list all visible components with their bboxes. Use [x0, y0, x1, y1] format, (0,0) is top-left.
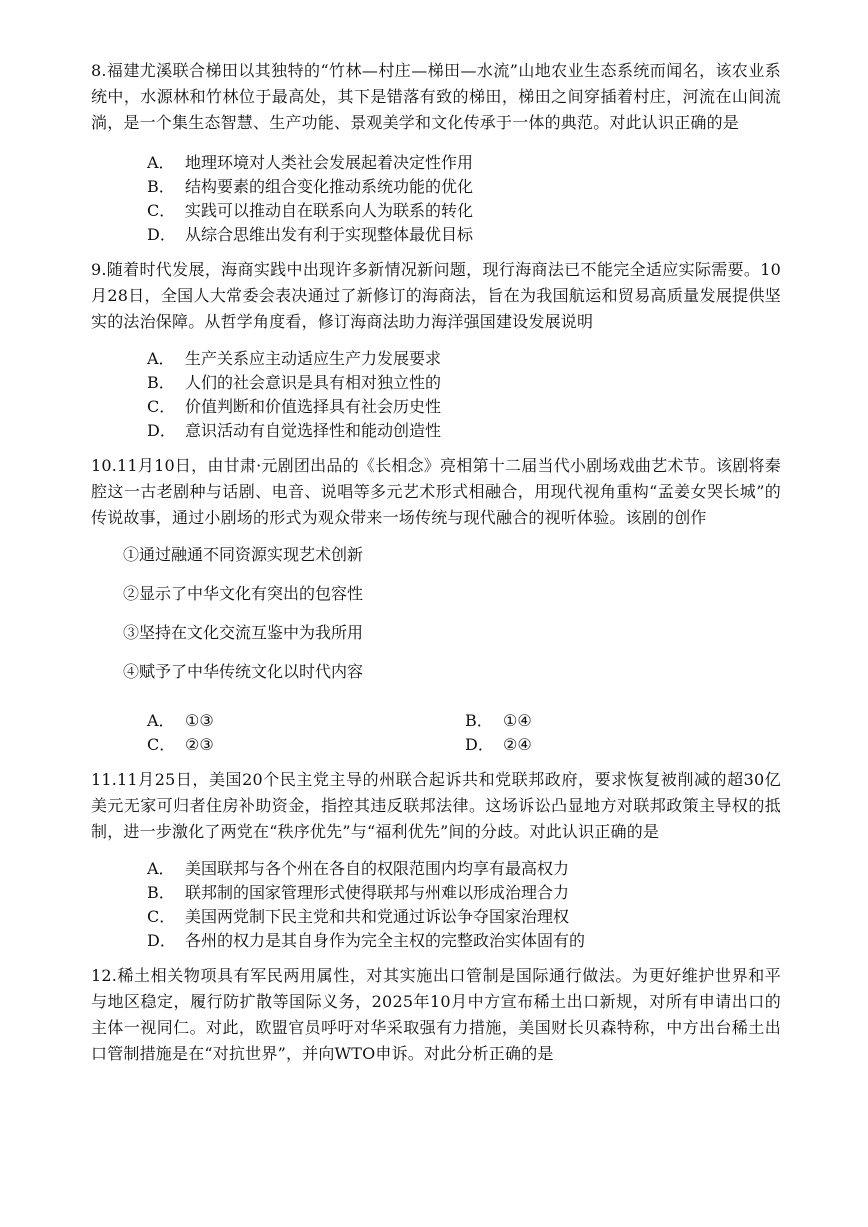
question-11-stem: 11.11月25日，美国20个民主党主导的州联合起诉共和党联邦政府，要求恢复被削减的超30亿美元无家可归者住房补助资金，指控其违反联邦法律。这场诉讼凸显地方对联邦政策主导权的抵制，进一步激化了两党在“秩序优先”与“福利优先”间的分歧。对此认识正确的是	[91, 770, 781, 841]
option-key: B．	[147, 373, 175, 392]
question-8-stem: 8.福建尤溪联合梯田以其独特的“竹林—村庄—梯田—水流”山地农业生态系统而闻名，该农业系统中，水源林和竹林位于最高处，其下是错落有致的梯田，梯田之间穿插着村庄，河流在山间流淌，是一个集生态智慧、生产功能、景观美学和文化传承于一体的典范。对此认识正确的是	[91, 61, 781, 132]
option-text: 美国两党制下民主党和共和党通过诉讼争夺国家治理权	[185, 907, 570, 926]
statement-3: ③坚持在文化交流互鉴中为我所用	[123, 623, 364, 642]
option-text: ②③	[185, 735, 214, 754]
option-key: B．	[465, 711, 493, 730]
option-text: ①④	[503, 711, 532, 730]
option-item	[147, 151, 781, 175]
option-text: 实践可以推动自在联系向人为联系的转化	[185, 201, 474, 220]
option-item	[147, 857, 781, 881]
option-key: A．	[147, 711, 175, 730]
option-text: 生产关系应主动适应生产力发展要求	[185, 349, 442, 368]
statement-4: ④赋予了中华传统文化以时代内容	[123, 662, 364, 681]
option-key: C．	[147, 201, 176, 220]
option-item	[147, 347, 781, 371]
option-item	[147, 881, 781, 905]
option-text: ②④	[503, 735, 532, 754]
option-item	[147, 395, 781, 419]
option-text: ①③	[185, 711, 214, 730]
option-item	[147, 223, 781, 247]
question-10-stem: 10.11月10日，由甘肃·元剧团出品的《长相念》亮相第十二届当代小剧场戏曲艺术节。该剧将秦腔这一古老剧种与话剧、电音、说唱等多元艺术形式相融合，用现代视角重构“孟姜女哭长城”的传说故事，通过小剧场的形式为观众带来一场传统与现代融合的视听体验。该剧的创作	[91, 456, 781, 527]
option-text: 联邦制的国家管理形式使得联邦与州难以形成治理合力	[185, 883, 570, 902]
question-10-options	[147, 709, 781, 757]
option-key: A．	[147, 153, 175, 172]
option-key: D．	[147, 225, 176, 244]
option-item	[147, 199, 781, 223]
option-key: B．	[147, 883, 175, 902]
option-key: C．	[147, 907, 176, 926]
option-text: 地理环境对人类社会发展起着决定性作用	[185, 153, 474, 172]
question-11-options	[91, 857, 781, 953]
option-key: A．	[147, 859, 175, 878]
option-key: D．	[465, 735, 494, 754]
option-text: 价值判断和价值选择具有社会历史性	[185, 397, 442, 416]
option-key: A．	[147, 349, 175, 368]
option-text: 结构要素的组合变化推动系统功能的优化	[185, 177, 474, 196]
exam-page	[91, 58, 781, 1067]
option-text: 意识活动有自觉选择性和能动创造性	[185, 421, 442, 440]
option-key: B．	[147, 177, 175, 196]
option-text: 人们的社会意识是具有相对独立性的	[185, 373, 442, 392]
option-item	[147, 929, 781, 953]
question-12-stem: 12.稀土相关物项具有军民两用属性，对其实施出口管制是国际通行做法。为更好维护世界和平与地区稳定，履行防扩散等国际义务，2025年10月中方宣布稀土出口新规，对所有申请出口的主体一视同仁。对此，欧盟官员呼吁对华采取强有力措施，美国财长贝森特称，中方出台稀土出口管制措施是在“对抗世界”，并向WTO申诉。对此分析正确的是	[91, 966, 781, 1063]
option-key: D．	[147, 421, 176, 440]
option-item	[147, 175, 781, 199]
option-item	[465, 733, 745, 757]
option-item	[147, 709, 427, 733]
option-item	[147, 733, 427, 757]
question-9-stem: 9.随着时代发展，海商实践中出现许多新情况新问题，现行海商法已不能完全适应实际需要。10月28日，全国人大常委会表决通过了新修订的海商法，旨在为我国航运和贸易高质量发展提供坚实的法治保障。从哲学角度看，修订海商法助力海洋强国建设发展说明	[91, 260, 781, 331]
option-item	[147, 371, 781, 395]
option-item	[465, 709, 745, 733]
option-item	[147, 905, 781, 929]
statement-1: ①通过融通不同资源实现艺术创新	[123, 545, 364, 564]
option-key: C．	[147, 397, 176, 416]
statement-2: ②显示了中华文化有突出的包容性	[123, 584, 364, 603]
question-9-options	[91, 347, 781, 443]
option-text: 各州的权力是其自身作为完全主权的完整政治实体固有的	[185, 931, 586, 950]
question-8-options	[91, 151, 781, 247]
option-text: 从综合思维出发有利于实现整体最优目标	[185, 225, 474, 244]
option-text: 美国联邦与各个州在各自的权限范围内均享有最高权力	[185, 859, 570, 878]
option-key: C．	[147, 735, 176, 754]
option-key: D．	[147, 931, 176, 950]
option-item	[147, 419, 781, 443]
